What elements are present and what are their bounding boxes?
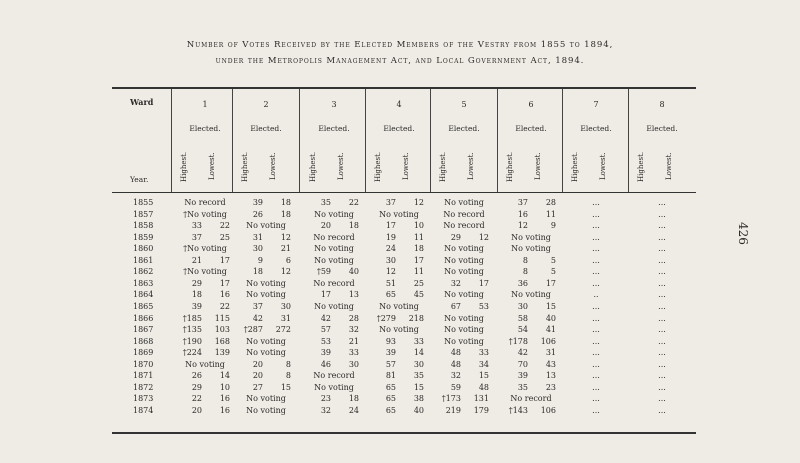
lowest-label: Lowest. [665,152,673,180]
lowest-cell: 9 [550,221,556,231]
elected-label: Elected. [646,124,678,133]
year-cell: 1863 [133,278,154,288]
merged-cell: ... [658,244,666,254]
highest-cell: †185 [182,313,202,323]
highest-cell: 48 [450,348,461,358]
year-cell: 1860 [133,244,154,254]
highest-cell: †224 [182,348,202,358]
lowest-cell: 6 [285,255,291,265]
ward-number: 6 [528,100,534,109]
highest-cell: 65 [385,405,396,415]
year-cell: 1870 [133,359,154,369]
merged-cell: ... [592,301,600,311]
lowest-cell: 21 [348,336,359,346]
merged-cell: ... [658,382,666,392]
lowest-cell: 11 [413,232,424,242]
lowest-cell: 22 [348,198,359,207]
merged-cell: ... [592,209,600,219]
merged-cell: ... [658,198,666,207]
highest-cell: 219 [445,405,461,415]
year-cell: 1865 [133,301,154,311]
lowest-cell: 12 [478,232,489,242]
highest-cell: 19 [385,232,396,242]
merged-cell: ... [658,348,666,358]
lowest-cell: 16 [219,290,230,300]
lowest-cell: 22 [219,301,230,311]
highest-cell: 36 [517,278,528,288]
merged-cell: ... [658,336,666,346]
highest-label: Highest. [637,151,645,182]
lowest-cell: 17 [219,278,230,288]
highest-cell: 18 [252,267,263,277]
merged-cell: No voting [246,290,286,300]
page-title: Number of Votes Received by the Elected Members of the Vestry from 1855 to 1894, [186,40,614,50]
lowest-cell: 23 [545,382,556,392]
highest-cell: 9 [257,255,263,265]
merged-cell: ... [592,325,600,335]
elected-label: Elected. [189,124,221,133]
merged-cell: †No voting [183,209,227,219]
merged-cell: No voting [444,244,484,254]
highest-cell: 32 [320,405,331,415]
lowest-cell: 33 [348,348,359,358]
lowest-label: Lowest. [467,152,475,180]
highest-cell: 20 [320,221,331,231]
highest-cell: 12 [385,267,396,277]
highest-cell: 35 [320,198,331,207]
highest-cell: 33 [191,221,202,231]
highest-cell: 57 [385,359,396,369]
highest-cell: 51 [385,278,396,288]
lowest-cell: 17 [219,255,230,265]
highest-cell: 27 [252,382,263,392]
lowest-label: Lowest. [599,152,607,180]
merged-cell: ... [592,232,600,242]
year-cell: 1871 [133,371,154,381]
elected-label: Elected. [383,124,415,133]
highest-cell: 30 [517,301,528,311]
merged-cell: No record [313,278,355,288]
highest-cell: 30 [252,244,263,254]
merged-cell: No voting [444,325,484,335]
merged-cell: .. [593,290,599,300]
highest-cell: 65 [385,290,396,300]
lowest-cell: 11 [545,209,556,219]
lowest-cell: 8 [285,371,291,381]
lowest-cell: 131 [473,394,489,404]
merged-cell: †No voting [183,267,227,277]
lowest-cell: 14 [413,348,424,358]
lowest-cell: 31 [545,348,556,358]
lowest-label: Lowest. [534,152,542,180]
highest-cell: 67 [450,301,461,311]
ward-number: 1 [202,100,208,109]
lowest-cell: 18 [280,198,291,207]
highest-cell: 42 [517,348,528,358]
merged-cell: ... [658,359,666,369]
merged-cell: ... [658,232,666,242]
lowest-cell: 22 [219,221,230,231]
lowest-cell: 18 [280,209,291,219]
merged-cell: No record [510,394,552,404]
merged-cell: †No voting [183,244,227,254]
merged-cell: No voting [246,348,286,358]
merged-cell: No record [443,209,485,219]
merged-cell: ... [658,313,666,323]
highest-cell: †287 [243,325,263,335]
lowest-cell: 168 [214,336,230,346]
merged-cell: ... [592,371,600,381]
year-label: Year. [130,175,149,184]
table-bottom-rule [112,432,696,434]
merged-cell: ... [658,394,666,404]
highest-cell: 37 [252,301,263,311]
lowest-cell: 12 [280,232,291,242]
highest-cell: 53 [320,336,331,346]
highest-label: Highest. [571,151,579,182]
lowest-cell: 106 [540,336,556,346]
highest-cell: †173 [441,394,461,404]
merged-cell: No voting [314,244,354,254]
merged-cell: ... [658,301,666,311]
year-cell: 1869 [133,348,154,358]
elected-label: Elected. [448,124,480,133]
merged-cell: No voting [246,278,286,288]
elected-label: Elected. [515,124,547,133]
merged-cell: ... [592,382,600,392]
highest-cell: 58 [517,313,528,323]
lowest-cell: 13 [348,290,359,300]
lowest-cell: 16 [219,394,230,404]
year-cell: 1859 [133,232,154,242]
highest-cell: 35 [517,382,528,392]
merged-cell: ... [592,359,600,369]
merged-cell: ... [592,394,600,404]
lowest-cell: 179 [473,405,489,415]
year-cell: 1873 [133,394,154,404]
merged-cell: No record [313,232,355,242]
lowest-cell: 21 [280,244,291,254]
merged-cell: No record [443,221,485,231]
highest-cell: †135 [182,325,202,335]
lowest-cell: 30 [280,301,291,311]
merged-cell: No voting [444,255,484,265]
merged-cell: No voting [379,301,419,311]
highest-cell: †190 [182,336,202,346]
ward-label: Ward [130,97,154,107]
lowest-cell: 40 [545,313,556,323]
ward-number: 3 [331,100,337,109]
highest-cell: 81 [385,371,396,381]
highest-cell: 48 [450,359,461,369]
lowest-cell: 40 [413,405,424,415]
merged-cell: No voting [511,290,551,300]
highest-cell: 29 [191,278,202,288]
merged-cell: No voting [246,394,286,404]
merged-cell: No voting [314,209,354,219]
lowest-cell: 30 [413,359,424,369]
lowest-cell: 25 [413,278,424,288]
highest-cell: 22 [191,394,202,404]
lowest-cell: 53 [478,301,489,311]
highest-label: Highest. [180,151,188,182]
merged-cell: No voting [314,382,354,392]
lowest-cell: 5 [550,255,556,265]
merged-cell: No voting [185,359,225,369]
year-cell: 1857 [133,209,154,219]
highest-cell: 32 [450,278,461,288]
lowest-cell: 33 [478,348,489,358]
merged-cell: ... [592,244,600,254]
lowest-cell: 40 [348,267,359,277]
elected-label: Elected. [250,124,282,133]
lowest-cell: 17 [413,255,424,265]
highest-label: Highest. [374,151,382,182]
lowest-cell: 28 [348,313,359,323]
merged-cell: No voting [246,405,286,415]
merged-cell: No voting [511,244,551,254]
highest-cell: 20 [191,405,202,415]
highest-cell: 31 [252,232,263,242]
highest-cell: †143 [508,405,528,415]
lowest-cell: 17 [545,278,556,288]
lowest-cell: 10 [219,382,230,392]
year-cell: 1864 [133,290,154,300]
lowest-cell: 15 [478,371,489,381]
highest-cell: 12 [517,221,528,231]
lowest-label: Lowest. [402,152,410,180]
year-cell: 1867 [133,325,154,335]
lowest-cell: 25 [219,232,230,242]
merged-cell: No voting [379,209,419,219]
highest-cell: 18 [191,290,202,300]
merged-cell: No voting [444,290,484,300]
highest-cell: 26 [252,209,263,219]
merged-cell: No voting [379,325,419,335]
highest-cell: 8 [522,267,528,277]
lowest-cell: 18 [348,394,359,404]
lowest-cell: 33 [413,336,424,346]
lowest-cell: 30 [348,359,359,369]
highest-cell: 17 [385,221,396,231]
highest-cell: 24 [385,244,396,254]
merged-cell: ... [592,267,600,277]
merged-cell: ... [592,313,600,323]
lowest-cell: 38 [413,394,424,404]
highest-cell: 32 [450,371,461,381]
highest-cell: 29 [450,232,461,242]
merged-cell: No voting [511,232,551,242]
ward-number: 7 [593,100,599,109]
highest-cell: 54 [517,325,528,335]
highest-cell: 8 [522,255,528,265]
highest-cell: 39 [385,348,396,358]
merged-cell: ... [658,290,666,300]
lowest-cell: 34 [478,359,489,369]
merged-cell: ... [658,209,666,219]
highest-cell: 29 [191,382,202,392]
table-header-rule [112,192,696,193]
highest-label: Highest. [439,151,447,182]
lowest-cell: 15 [280,382,291,392]
year-cell: 1868 [133,336,154,346]
merged-cell: No voting [246,336,286,346]
highest-label: Highest. [309,151,317,182]
merged-cell: No voting [246,221,286,231]
lowest-cell: 14 [219,371,230,381]
lowest-cell: 31 [280,313,291,323]
lowest-cell: 15 [413,382,424,392]
merged-cell: No voting [444,336,484,346]
lowest-cell: 13 [545,371,556,381]
lowest-cell: 11 [413,267,424,277]
page-subtitle: under the Metropolis Management Act, and Local Government Act, 1894. [215,56,585,66]
merged-cell: ... [658,371,666,381]
highest-cell: †178 [508,336,528,346]
lowest-cell: 32 [348,325,359,335]
merged-cell: ... [592,278,600,288]
merged-cell: ... [592,198,600,207]
lowest-cell: 45 [413,290,424,300]
merged-cell: ... [658,325,666,335]
lowest-cell: 17 [478,278,489,288]
highest-cell: 20 [252,371,263,381]
merged-cell: No voting [444,198,484,207]
highest-cell: 65 [385,394,396,404]
merged-cell: ... [592,255,600,265]
lowest-cell: 41 [545,325,556,335]
ward-number: 5 [461,100,467,109]
merged-cell: ... [592,221,600,231]
lowest-cell: 115 [214,313,230,323]
year-cell: 1858 [133,221,154,231]
highest-cell: 42 [252,313,263,323]
lowest-cell: 24 [348,405,359,415]
highest-cell: 37 [517,198,528,207]
merged-cell: No record [184,198,226,207]
highest-cell: 26 [191,371,202,381]
ward-number: 4 [396,100,402,109]
highest-cell: 37 [191,232,202,242]
merged-cell: No voting [314,255,354,265]
merged-cell: ... [592,405,600,415]
highest-cell: 17 [320,290,331,300]
lowest-cell: 139 [214,348,230,358]
lowest-cell: 8 [285,359,291,369]
elected-label: Elected. [580,124,612,133]
merged-cell: ... [592,348,600,358]
lowest-cell: 48 [478,382,489,392]
lowest-cell: 43 [545,359,556,369]
merged-cell: No record [313,371,355,381]
ward-number: 8 [659,100,665,109]
lowest-cell: 103 [214,325,230,335]
page-number: 426 [736,222,750,245]
table-top-rule [112,87,696,89]
lowest-cell: 5 [550,267,556,277]
lowest-cell: 28 [545,198,556,207]
merged-cell: No voting [444,267,484,277]
highest-label: Highest. [241,151,249,182]
merged-cell: ... [658,221,666,231]
highest-cell: 42 [320,313,331,323]
merged-cell: ... [658,267,666,277]
lowest-cell: 106 [540,405,556,415]
lowest-cell: 18 [348,221,359,231]
lowest-cell: 18 [413,244,424,254]
merged-cell: ... [658,255,666,265]
lowest-label: Lowest. [337,152,345,180]
lowest-cell: 12 [413,198,424,207]
highest-cell: 70 [517,359,528,369]
highest-cell: 59 [450,382,461,392]
highest-cell: 16 [517,209,528,219]
merged-cell: ... [658,405,666,415]
year-cell: 1874 [133,405,154,415]
column-divider [299,89,300,192]
table-row [0,406,800,419]
year-cell: 1861 [133,255,154,265]
year-cell: 1855 [133,198,154,207]
highest-cell: 30 [385,255,396,265]
lowest-label: Lowest. [269,152,277,180]
highest-cell: 21 [191,255,202,265]
highest-cell: 65 [385,382,396,392]
merged-cell: ... [592,336,600,346]
ward-number: 2 [263,100,269,109]
lowest-cell: 35 [413,371,424,381]
lowest-label: Lowest. [208,152,216,180]
highest-cell: 39 [320,348,331,358]
lowest-cell: 15 [545,301,556,311]
lowest-cell: 272 [275,325,291,335]
year-cell: 1862 [133,267,154,277]
merged-cell: ... [658,278,666,288]
lowest-cell: 10 [413,221,424,231]
year-cell: 1866 [133,313,154,323]
highest-cell: 37 [385,198,396,207]
elected-label: Elected. [318,124,350,133]
highest-cell: 39 [517,371,528,381]
merged-cell: No voting [444,313,484,323]
highest-cell: †59 [316,267,331,277]
lowest-cell: 16 [219,405,230,415]
highest-cell: 46 [320,359,331,369]
highest-cell: 39 [252,198,263,207]
highest-cell: 57 [320,325,331,335]
highest-cell: 93 [385,336,396,346]
highest-cell: 23 [320,394,331,404]
year-cell: 1872 [133,382,154,392]
merged-cell: No voting [314,301,354,311]
highest-cell: 20 [252,359,263,369]
highest-label: Highest. [506,151,514,182]
lowest-cell: 218 [408,313,424,323]
highest-cell: 39 [191,301,202,311]
highest-cell: †279 [376,313,396,323]
lowest-cell: 12 [280,267,291,277]
